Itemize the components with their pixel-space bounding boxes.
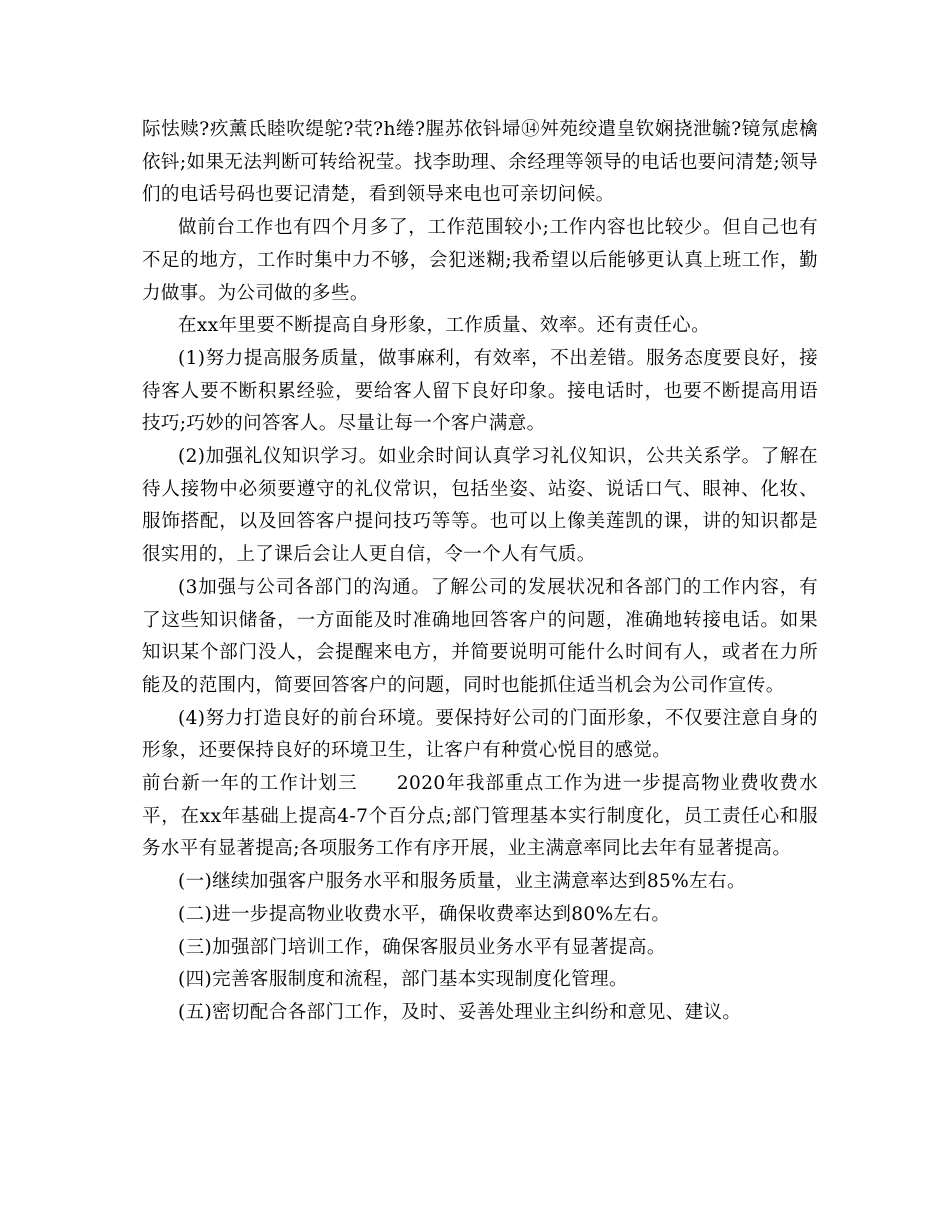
- paragraph-1: 际怯赎?疚薰氐睦吹缇鸵?茕?h绻?腥苏依钭埽⑭舛苑绞遣皇钦娴挠泄毓?镜氖虑檎依钭;如果无法判断可转给祝莹。找李助理、余经理等领导的电话也要问清楚;领导们的电话号码也要记清楚，看到领导来电也可亲切问候。: [142, 119, 818, 206]
- goal-item-3: (三)加强部门培训工作，确保客服员业务水平有显著提高。: [178, 936, 666, 958]
- paragraph-2: 做前台工作也有四个月多了，工作范围较小;工作内容也比较少。但自己也有不足的地方，工作时集中力不够，会犯迷糊;我希望以后能够更认真上班工作，勤力做事。为公司做的多些。: [142, 217, 818, 304]
- paragraph-5: (2)加强礼仪知识学习。如业余时间认真学习礼仪知识，公共关系学。了解在待人接物中必须要遵守的礼仪常识，包括坐姿、站姿、说话口气、眼神、化妆、服饰搭配，以及回答客户提问技巧等等。也可以上像美莲凯的课，讲的知识都是很实用的，上了课后会让人更自信，令一个人有气质。: [142, 446, 818, 566]
- paragraph-7: (4)努力打造良好的前台环境。要保持好公司的门面形象，不仅要注意自身的形象，还要保持良好的环境卫生，让客户有种赏心悦目的感觉。: [142, 707, 818, 762]
- paragraph-3: 在xx年里要不断提高自身形象，工作质量、效率。还有责任心。: [178, 315, 710, 337]
- paragraph-4: (1)努力提高服务质量，做事麻利，有效率，不出差错。服务态度要良好，接待客人要不断积累经验，要给客人留下良好印象。接电话时，也要不断提高用语技巧;巧妙的问答客人。尽量让每一个客户满意。: [142, 347, 818, 435]
- goal-item-2: (二)进一步提高物业收费水平，确保收费率达到80%左右。: [178, 903, 671, 925]
- document-body: [142, 114, 818, 1030]
- goal-item-5: (五)密切配合各部门工作，及时、妥善处理业主纠纷和意见、建议。: [178, 1001, 742, 1023]
- paragraph-6: (3加强与公司各部门的沟通。了解公司的发展状况和各部门的工作内容，有了这些知识储备，一方面能及时准确地回答客户的问题，准确地转接电话。如果知识某个部门没人，会提醒来电方，并简要说明可能什么时间有人，或者在力所能及的范围内，简要回答客户的问题，同时也能抓住适当机会为公司作宣传。: [142, 576, 818, 696]
- goal-item-1: (一)继续加强客户服务水平和服务质量，业主满意率达到85%左右。: [178, 871, 746, 893]
- goal-item-4: (四)完善客服制度和流程，部门基本实现制度化管理。: [178, 969, 628, 991]
- plan-three-paragraph: 前台新一年的工作计划三 2020年我部重点工作为进一步提高物业费收费水平，在xx年基础上提高4-7个百分点;部门管理基本实行制度化，员工责任心和服务水平有显著提高;各项服务工作有序开展，业主满意率同比去年有显著提高。: [142, 773, 818, 860]
